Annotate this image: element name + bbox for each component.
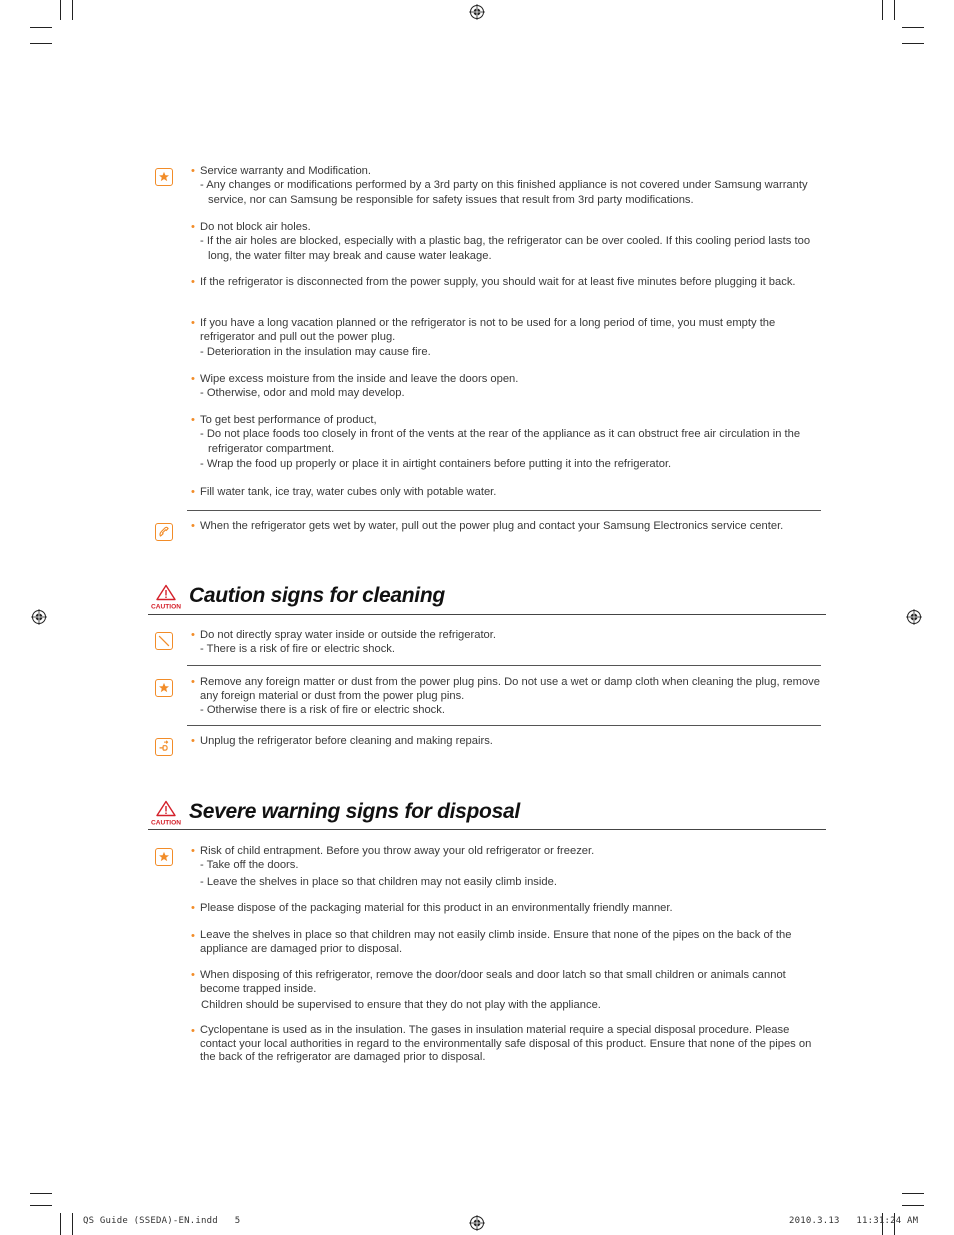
caution-badge [148, 800, 184, 826]
list-item: • When the refrigerator gets wet by water, pull out the power plug and contact your Samsung Electronics service center. [191, 519, 821, 533]
crop-mark [30, 1193, 52, 1194]
item-subtext: - Otherwise, odor and mold may develop. [200, 387, 405, 400]
item-text: Unplug the refrigerator before cleaning and making repairs. [200, 735, 493, 747]
item-text: Remove any foreign matter or dust from the power plug pins. Do not use a wet or damp cloth when cleaning the plug, remove any foreign material or dust from the power plug pins. [200, 676, 820, 703]
registration-mark-icon [469, 1215, 485, 1231]
item-text: Do not directly spray water inside or outside the refrigerator. [200, 629, 496, 641]
list-item: • Leave the shelves in place so that children may not easily climb inside. Ensure that none of the pipes on the back of the appliance are damaged prior to disposal. [191, 929, 821, 956]
item-text: Service warranty and Modification. [200, 165, 371, 177]
item-subtext: - There is a risk of fire or electric shock. [200, 643, 396, 656]
item-text: To get best performance of product, [200, 414, 377, 426]
crop-mark [30, 27, 52, 28]
item-text: If you have a long vacation planned or the refrigerator is not to be used for a long period of time, you must empty the refrigerator and pull out the power plug. [200, 317, 776, 344]
item-subtext: - Any changes or modifications performed by a 3rd party on this finished appliance is not covered under Samsung warranty service, nor can Samsung be responsible for safety issues that result from 3rd party modifications. [200, 179, 808, 206]
crop-mark [902, 43, 924, 44]
section-rule [148, 614, 826, 615]
list-item: • Cyclopentane is used as in the insulation. The gases in insulation material require a special disposal procedure. Please contact your local authorities in regard to the environmentally safe disposal of this product. Ensure that none of the pipes on the back of the refrigerator are damaged prior to disposal. [191, 1024, 821, 1065]
crop-mark [894, 0, 895, 20]
registration-mark-icon [31, 609, 47, 625]
list-item: • Remove any foreign matter or dust from the power plug pins. Do not use a wet or damp cloth when cleaning the plug, remove any foreign material or dust from the power plug pins. - Otherwise there is a risk of fire or electric shock. [191, 676, 820, 716]
unplug-icon [155, 738, 173, 756]
registration-mark-icon [469, 4, 485, 20]
crop-mark [60, 1213, 61, 1235]
item-text: If the refrigerator is disconnected from the power supply, you should wait for at least five minutes before plugging it back. [200, 276, 796, 288]
divider [187, 665, 821, 666]
star-icon [155, 679, 173, 697]
caution-badge [148, 584, 184, 610]
item-subtext: - Leave the shelves in place so that children may not easily climb inside. [200, 875, 557, 888]
item-text: Please dispose of the packaging material for this product in an environmentally friendly manner. [200, 902, 673, 914]
section-title: Severe warning signs for disposal [189, 800, 520, 823]
item-subtext: - Wrap the food up properly or place it in airtight containers before putting it into the refrigerator. [200, 458, 672, 471]
item-text: Fill water tank, ice tray, water cubes only with potable water. [200, 486, 497, 498]
list-item: • Service warranty and Modification. - Any changes or modifications performed by a 3rd party on this finished appliance is not covered under Samsung warranty service, nor can Samsung be responsible for safety issues that result from 3rd party modifications. [191, 164, 821, 207]
list-item: • Fill water tank, ice tray, water cubes only with potable water. [191, 485, 821, 499]
list-item: • Risk of child entrapment. Before you throw away your old refrigerator or freezer. - Take off the doors. - Leave the shelves in place so that children may not easily climb inside. [191, 844, 821, 889]
item-text: When the refrigerator gets wet by water, pull out the power plug and contact your Samsung Electronics service center. [200, 520, 784, 532]
prohibition-icon [155, 632, 173, 650]
item-subtext: - If the air holes are blocked, especially with a plastic bag, the refrigerator can be over cooled. If this cooling period lasts too long, the water filter may break and cause water leakage. [200, 235, 811, 262]
list-item: • Wipe excess moisture from the inside and leave the doors open. - Otherwise, odor and mold may develop. [191, 372, 821, 401]
list-item: • If the refrigerator is disconnected from the power supply, you should wait for at least five minutes before plugging it back. [191, 275, 821, 289]
section-rule [148, 829, 826, 830]
crop-mark [72, 1213, 73, 1235]
item-subtext: - Otherwise there is a risk of fire or electric shock. [200, 703, 445, 716]
crop-mark [902, 1193, 924, 1194]
caution-label: CAUTION [150, 819, 182, 826]
item-subtext: Children should be supervised to ensure that they do not play with the appliance. [201, 998, 601, 1011]
crop-mark [902, 1205, 924, 1206]
list-item: • If you have a long vacation planned or the refrigerator is not to be used for a long period of time, you must empty the refrigerator and pull out the power plug. - Deterioration in the insulation may cause fire. [191, 316, 821, 359]
crop-mark [882, 0, 883, 20]
item-subtext: - Do not place foods too closely in front of the vents at the rear of the appliance as it can obstruct free air circulation in the refrigerator compartment. [200, 428, 801, 455]
list-item: • Do not directly spray water inside or outside the refrigerator. - There is a risk of fire or electric shock. [191, 628, 821, 657]
item-text: Cyclopentane is used as in the insulation. The gases in insulation material require a special disposal procedure. Please contact your local authorities in regard to the environmentally safe disposal of this product. Ensure that none of the pipes on the back of the refrigerator are damaged prior to disposal. [200, 1024, 812, 1063]
list-item: • Please dispose of the packaging material for this product in an environmentally friendly manner. [191, 901, 821, 915]
item-subtext: - Deterioration in the insulation may cause fire. [200, 345, 431, 358]
item-text: When disposing of this refrigerator, remove the door/door seals and door latch so that small children or animals cannot become trapped inside. [200, 969, 786, 996]
divider [187, 510, 821, 511]
registration-mark-icon [906, 609, 922, 625]
crop-mark [30, 1205, 52, 1206]
footer-timestamp: 2010.3.13 11:31:24 AM [789, 1216, 919, 1226]
star-icon [155, 168, 173, 186]
list-item: • Unplug the refrigerator before cleaning and making repairs. [191, 734, 821, 748]
item-text: Do not block air holes. [200, 221, 311, 233]
item-text: Leave the shelves in place so that children may not easily climb inside. Ensure that none of the pipes on the back of the appliance are damaged prior to disposal. [200, 929, 792, 955]
list-item: • When disposing of this refrigerator, remove the door/door seals and door latch so that small children or animals cannot become trapped inside. Children should be supervised to ensure that they do not play with the appliance. [191, 968, 821, 1012]
item-subtext: - Take off the doors. [200, 859, 299, 872]
crop-mark [72, 0, 73, 20]
crop-mark [30, 43, 52, 44]
star-icon [155, 848, 173, 866]
list-item: • To get best performance of product, - Do not place foods too closely in front of the vents at the rear of the appliance as it can obstruct free air circulation in the refrigerator compartment. - Wrap the food up properly or place it in airtight containers before putting it into the refrigerator. [191, 413, 821, 472]
item-text: Wipe excess moisture from the inside and leave the doors open. [200, 373, 519, 385]
divider [187, 725, 821, 726]
crop-mark [60, 0, 61, 20]
service-phone-icon [155, 523, 173, 541]
section-title: Caution signs for cleaning [189, 584, 445, 607]
item-text: Risk of child entrapment. Before you throw away your old refrigerator or freezer. [200, 845, 595, 857]
caution-label: CAUTION [150, 603, 182, 610]
crop-mark [902, 27, 924, 28]
footer-file-name: QS Guide (SSEDA)-EN.indd 5 [83, 1216, 241, 1226]
list-item: • Do not block air holes. - If the air holes are blocked, especially with a plastic bag, the refrigerator can be over cooled. If this cooling period lasts too long, the water filter may break and cause water leakage. [191, 220, 821, 263]
